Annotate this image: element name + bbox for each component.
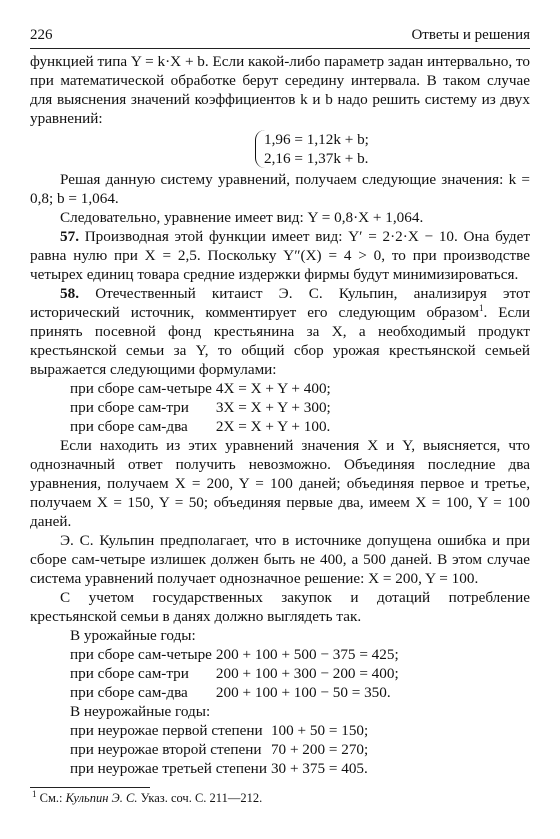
paragraph-intro: функцией типа Y = k·X + b. Если какой-либо параметр задан интервально, то при математической обработке берут середину интервала. В таком случае для выяснения значений коэффициентов k и b надо решить систему из двух уравнений: — [30, 53, 530, 127]
paragraph-solution: Решая данную систему уравнений, получаем следующие значения: k = 0,8; b = 1,064. — [30, 171, 530, 207]
running-title: Ответы и решения — [411, 27, 530, 43]
formula-label: при сборе сам-три — [70, 399, 189, 416]
footnote-prefix: См.: — [39, 791, 63, 805]
formula-eq: 4X = X + Y + 400; — [215, 380, 331, 397]
paragraph-ambiguity: Если находить из этих уравнений значения X и Y, выясняется, что однозначный ответ получить невозможно. Объединяя последние два уравнения, получаем X = 200, Y = 100 даней; объединяя первое и третье, получаем X = 150, Y = 50; объединяя первые два, имеем X = 100, Y = 100 даней. — [30, 437, 530, 530]
list-item-label: при неурожае третьей степени — [70, 760, 267, 777]
answer-57 — [30, 227, 530, 284]
footnote — [32, 788, 263, 806]
formula-eq: 3X = X + Y + 300; — [215, 399, 331, 416]
running-header — [30, 26, 530, 46]
list-item-eq: 200 + 100 + 100 − 50 = 350. — [215, 684, 391, 701]
list-item-label: при неурожае второй степени — [70, 741, 262, 758]
equation-system — [255, 130, 404, 168]
footnote-rule — [30, 787, 150, 788]
paragraph-consumption: С учетом государственных закупок и дотаций потребление крестьянской семьи в данях должно выглядеть так. — [30, 589, 530, 625]
system-equation-1: 1,96 = 1,12k + b; — [264, 131, 369, 148]
list-item-eq: 100 + 50 = 150; — [270, 722, 369, 739]
list-item-eq: 70 + 200 = 270; — [270, 741, 369, 758]
harvest-formulas — [70, 379, 530, 436]
good-years-title: В урожайные годы: — [70, 627, 196, 644]
footnote-author: Кульпин Э. С. — [65, 791, 138, 805]
answer-58-text-b: . Если принять посевной фонд крестьянина за X, а необходимый продукт крестьянской семьи за Y, то общий сбор урожая крестьянской семьей выражается следующими формулами: — [30, 304, 530, 378]
list-item-label: при неурожае первой степени — [70, 722, 263, 739]
answer-58 — [30, 284, 530, 379]
answer-58-number: 58. — [60, 285, 79, 302]
system-equation-2: 2,16 = 1,37k + b. — [264, 150, 369, 167]
formula-eq: 2X = X + Y + 100. — [215, 418, 331, 435]
page-number: 226 — [30, 27, 53, 43]
bad-years-list — [70, 721, 530, 778]
list-item-eq: 200 + 100 + 500 − 375 = 425; — [215, 646, 399, 663]
bad-years-title: В неурожайные годы: — [70, 703, 211, 720]
list-item-eq: 30 + 375 = 405. — [270, 760, 368, 777]
formula-label: при сборе сам-два — [70, 418, 188, 435]
list-item-eq: 200 + 100 + 300 − 200 = 400; — [215, 665, 399, 682]
list-item-label: при сборе сам-четыре — [70, 646, 212, 663]
good-years-list — [70, 645, 530, 702]
footnote-rest: Указ. соч. С. 211—212. — [140, 791, 263, 805]
header-rule — [30, 48, 530, 49]
paragraph-equation: Следовательно, уравнение имеет вид: Y = 0,8·X + 1,064. — [60, 209, 424, 226]
list-item-label: при сборе сам-два — [70, 684, 188, 701]
answer-58-text-a: Отечественный китаист Э. С. Кульпин, анализируя этот исторический источник, комментирует его следующим образом — [30, 285, 530, 321]
formula-label: при сборе сам-четыре — [70, 380, 212, 397]
list-item-label: при сборе сам-три — [70, 665, 189, 682]
footnote-mark: 1 — [32, 788, 37, 799]
page-body — [30, 52, 530, 778]
answer-57-text: Производная этой функции имеет вид: Y′ = 2·2·X − 10. Она будет равна нулю при X = 2,5. Поскольку Y″(X) = 4 > 0, то при производстве четырех единиц товара средние издержки фирмы будут минимизироваться. — [30, 228, 530, 283]
answer-57-number: 57. — [60, 228, 79, 245]
paragraph-correction: Э. С. Кульпин предполагает, что в источнике допущена ошибка и при сборе сам-четыре излишек должен быть не 400, а 500 даней. В этом случае система уравнений получает однозначное решение: X = 200, Y = 100. — [30, 532, 530, 587]
footnote-ref: 1 — [478, 302, 484, 313]
